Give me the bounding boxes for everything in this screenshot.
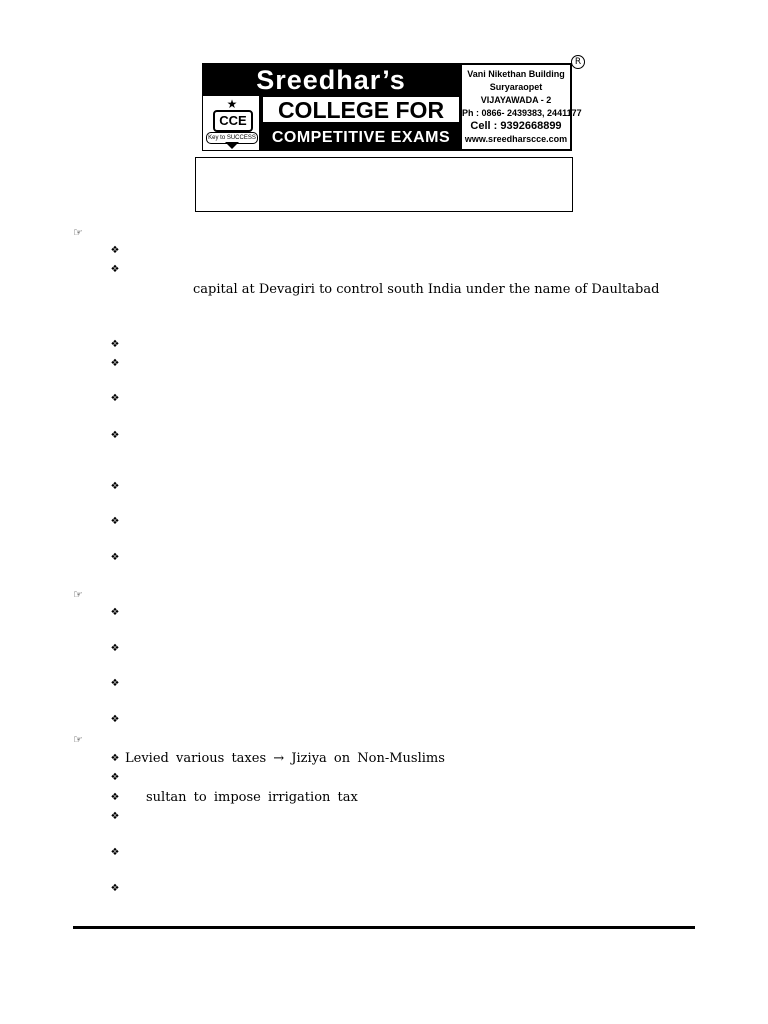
right-arrow-icon: → [273,751,285,766]
badge-tip-icon [225,142,239,149]
bullet-icon: ❖ [110,714,120,725]
cce-badge [202,95,260,151]
brand-name: Sreedhar’s [256,65,406,95]
bullet-icon: ❖ [110,792,120,803]
bullet-icon: ❖ [110,481,120,492]
address-cell: Cell : 9392668899 [470,120,562,132]
cce-tagline: Key to SUCCESS [206,132,258,144]
hand-pointer-icon: ☞ [73,588,83,601]
bullet-icon: ❖ [110,883,120,894]
bullet-icon: ❖ [110,847,120,858]
address-website: www.sreedharscce.com [464,134,568,144]
bullet-icon: ❖ [110,772,120,783]
bullet-icon: ❖ [110,245,120,256]
logo-main-block [202,63,460,151]
address-street: Suryaraopet [489,82,543,92]
capital-line: capital at Devagiri to control south India under the name of Daultabad [193,282,660,297]
bullet-icon: ❖ [110,430,120,441]
bullet-icon: ❖ [110,607,120,618]
bullet-icon: ❖ [110,358,120,369]
contact-panel [460,63,582,151]
bullet-icon: ❖ [110,811,120,822]
bullet-icon: ❖ [110,678,120,689]
address-phone: Ph : 0866- 2439383, 2441177 [462,108,582,118]
bullet-icon: ❖ [110,393,120,404]
logo-line-exams: COMPETITIVE EXAMS [271,129,451,146]
bullet-icon: ❖ [110,643,120,654]
irrigation-line: sultan to impose irrigation tax [146,790,358,805]
footer-rule [73,926,695,929]
bullet-icon: ❖ [110,552,120,563]
logo-line-college: COLLEGE FOR [262,96,460,123]
address-building: Vani Nikethan Building [467,69,565,79]
bullet-icon: ❖ [110,516,120,527]
hand-pointer-icon: ☞ [73,733,83,746]
bullet-icon: ❖ [110,339,120,350]
bullet-icon: ❖ [110,753,120,764]
registered-trademark-icon: R [571,55,585,69]
title-box [195,157,573,212]
address-city: VIJAYAWADA - 2 [480,95,552,105]
hand-pointer-icon: ☞ [73,226,83,239]
cce-badge-label: CCE [213,110,253,132]
tax-detail: Jiziya on Non-Muslims [291,751,445,766]
tax-label: Levied various taxes [125,751,267,766]
tax-line [125,751,445,767]
bullet-icon: ❖ [110,264,120,275]
college-logo [202,63,582,151]
star-icon: ★ [226,97,238,111]
